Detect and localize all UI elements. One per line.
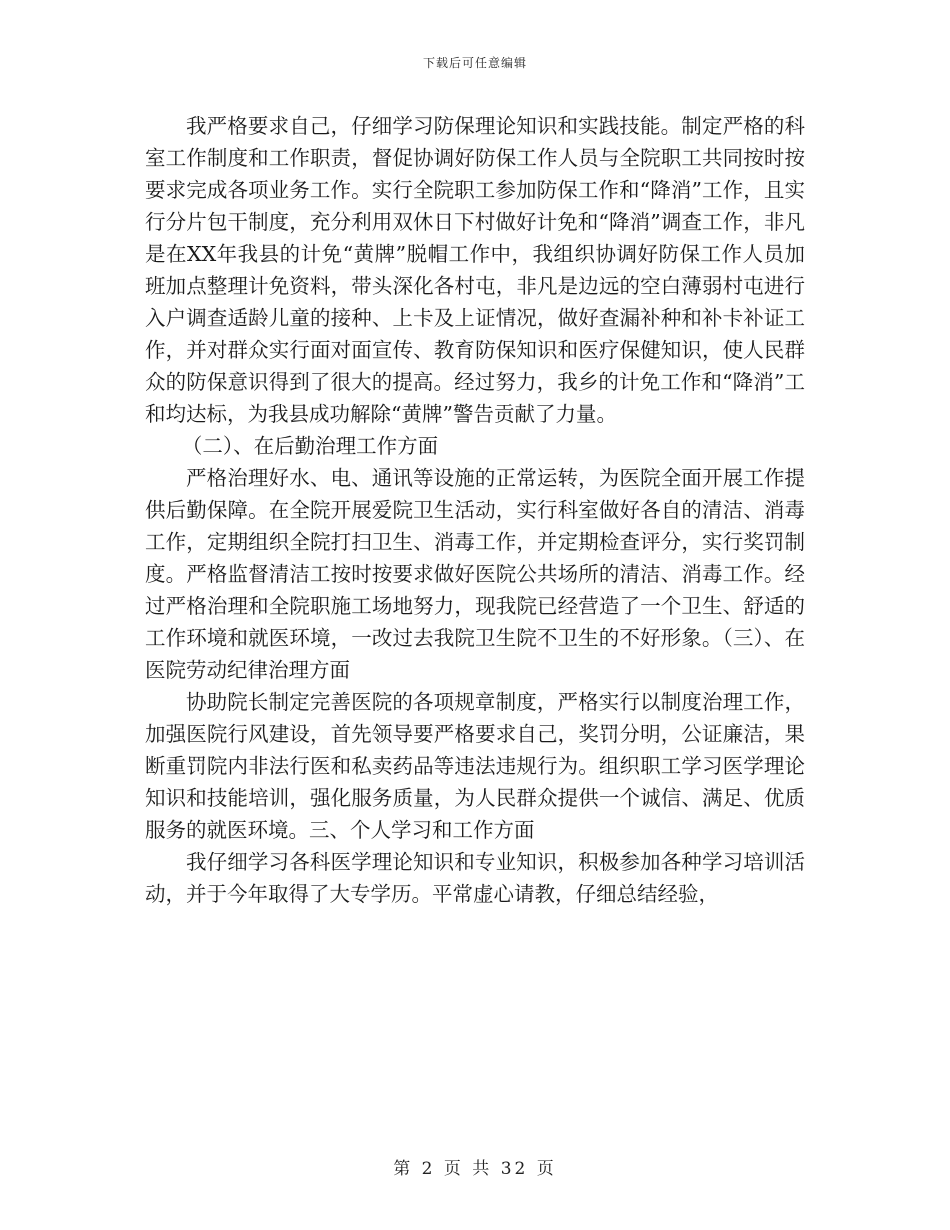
header-note: 下载后可任意编辑 (422, 56, 527, 70)
paragraph-personal-study: 我仔细学习各科医学理论知识和专业知识，积极参加各种学习培训活动，并于今年取得了大专学历。平常虚心请教，仔细总结经验， (145, 850, 805, 906)
paragraph-epidemic-prevention: 我严格要求自己，仔细学习防保理论知识和实践技能。制定严格的科室工作制度和工作职责，督促协调好防保工作人员与全院职工共同按时按要求完成各项业务工作。实行全院职工参加防保工作和“降消”工作，且实行分片包干制度，充分利用双休日下村做好计免和“降消”调查工作，非凡是在XX年我县的计免“黄牌”脱帽工作中，我组织协调好防保工作人员加班加点整理计免资料，带头深化各村屯，非凡是边远的空白薄弱村屯进行入户调查适龄儿童的接种、上卡及上证情况，做好查漏补种和补卡补证工作，并对群众实行面对面宣传、教育防保知识和医疗保健知识，使人民群众的防保意识得到了很大的提高。经过努力，我乡的计免工作和“降消”工和均达标，为我县成功解除“黄牌”警告贡献了力量。 (145, 114, 805, 426)
page-number-footer: 第 2 页 共 32 页 (393, 1159, 557, 1179)
section-heading-logistics: （二）、在后勤治理工作方面 (181, 434, 439, 458)
paragraph-logistics: 严格治理好水、电、通讯等设施的正常运转，为医院全面开展工作提供后勤保障。在全院开展爱院卫生活动，实行科室做好各自的清洁、消毒工作，定期组织全院打扫卫生、消毒工作，并定期检查评分，实行奖罚制度。严格监督清洁工按时按要求做好医院公共场所的清洁、消毒工作。经过严格治理和全院职施工场地努力，现我院已经营造了一个卫生、舒适的工作环境和就医环境，一改过去我院卫生院不卫生的不好形象。（三）、在医院劳动纪律治理方面 (145, 466, 805, 682)
paragraph-discipline: 协助院长制定完善医院的各项规章制度，严格实行以制度治理工作，加强医院行风建设，首先领导要严格要求自己，奖罚分明，公证廉洁，果断重罚院内非法行医和私卖药品等违法违规行为。组织职工学习医学理论知识和技能培训，强化服务质量，为人民群众提供一个诚信、满足、优质服务的就医环境。三、个人学习和工作方面 (145, 690, 805, 842)
document-body (145, 110, 805, 910)
